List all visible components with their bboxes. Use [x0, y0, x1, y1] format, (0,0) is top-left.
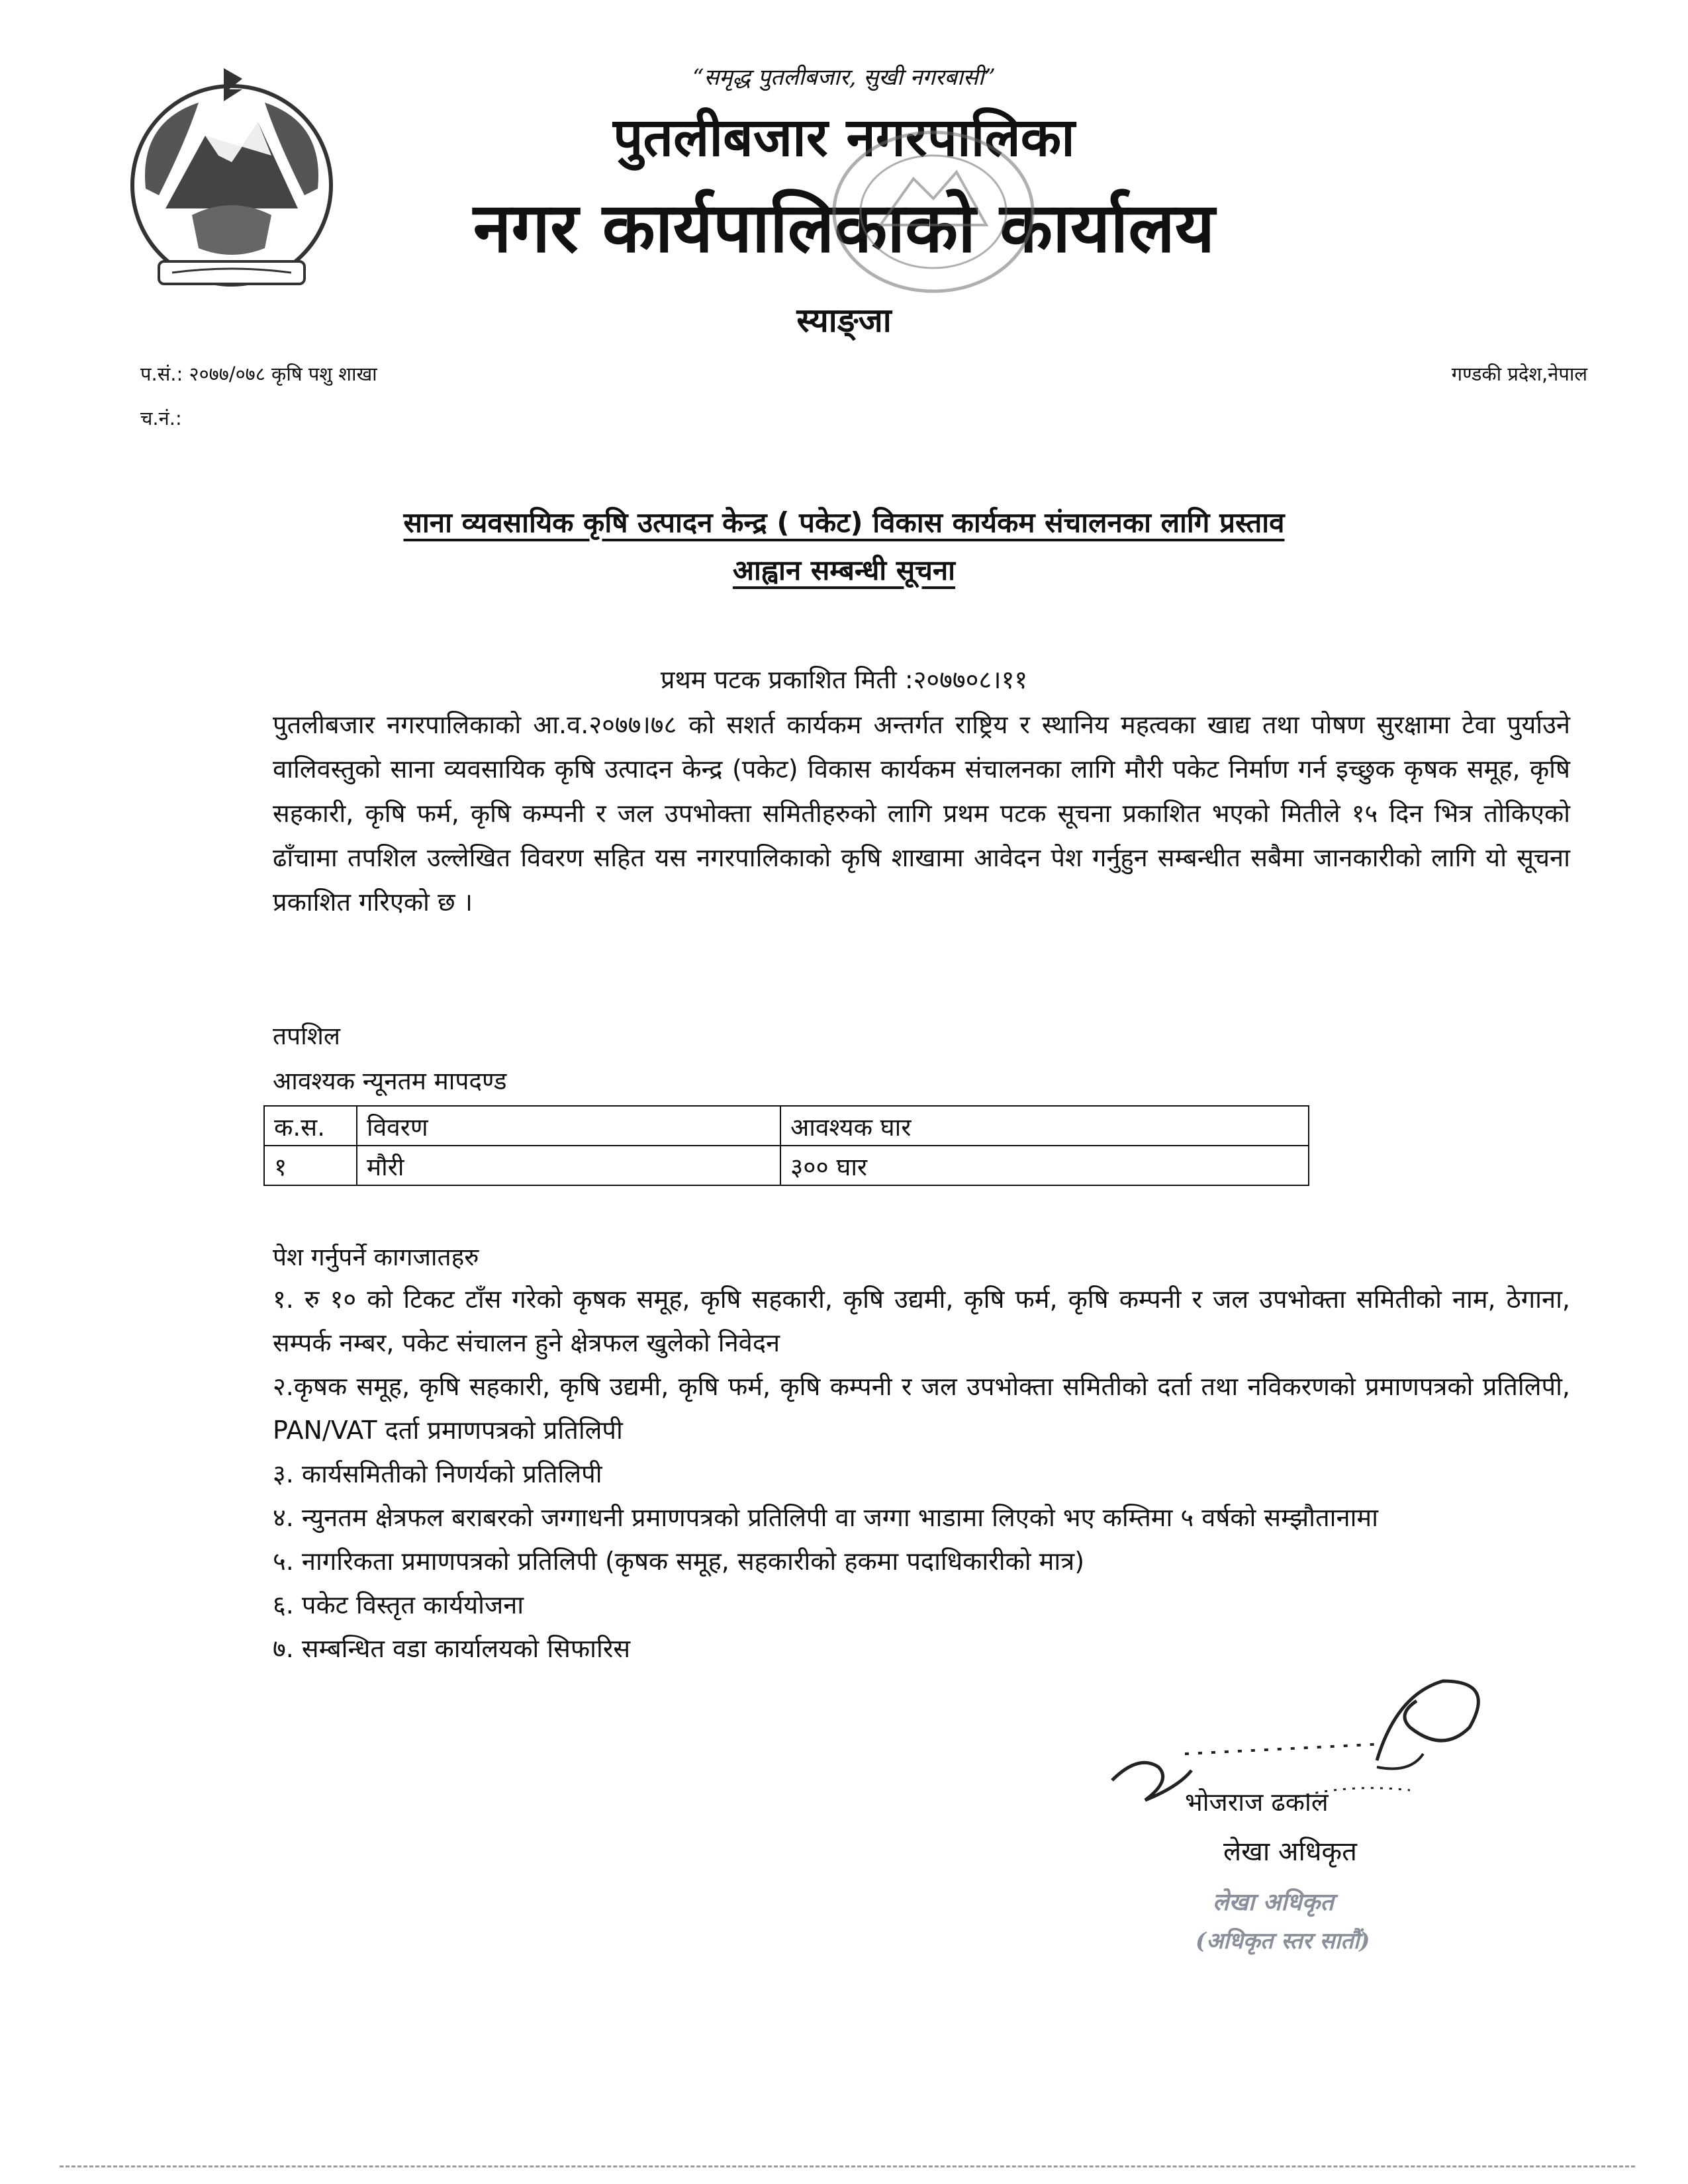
details-heading: तपशिल: [273, 1022, 340, 1050]
notice-body: पुतलीबजार नगरपालिकाको आ.व.२०७७।७८ को सशर्त कार्यकम अन्तर्गत राष्ट्रिय र स्थानिय महत्वका खाद्य तथा पोषण सुरक्षामा टेवा पुर्याउने वालिवस्तुको साना व्यवसायिक कृषि उत्पादन केन्द्र (पकेट) विकास कार्यकम संचालनका लागि मौरी पकेट निर्माण गर्न इच्छुक कृषक समूह, कृषि सहकारी, कृषि फर्म, कृषि कम्पनी र जल उपभोक्ता समितीहरुको लागि प्रथम पटक सूचना प्रकाशित भएको मितीले १५ दिन भित्र तोकिएको ढाँचामा तपशिल उल्लेखित विवरण सहित यस नगरपालिकाको कृषि शाखामा आवेदन पेश गर्नुहुन सम्बन्धीत सबैमा जानकारीको लागि यो सूचना प्रकाशित गरिएको छ ।: [273, 710, 1570, 917]
municipality-motto: “समृद्ध पुतलीबजार, सुखी नगरबासी”: [692, 64, 996, 91]
province-address: गण्डकी प्रदेश,नेपाल: [1451, 363, 1587, 385]
official-seal-line-2: (अधिकृत स्तर सातौं): [1196, 1928, 1370, 1954]
signatory-title: लेखा अधिकृत: [1223, 1837, 1357, 1867]
table-cell: मौरी: [357, 1146, 780, 1185]
scan-edge-divider: [60, 2165, 1635, 2167]
criteria-table: [263, 1105, 1309, 1186]
table-header-cell: विवरण: [357, 1106, 780, 1146]
criteria-title: आवश्यक न्यूनतम मापदण्ड: [273, 1067, 507, 1095]
office-stamp-icon: [808, 113, 1059, 324]
table-header-cell: आवश्यक घार: [780, 1106, 1309, 1146]
list-item: ७. सम्बन्धित वडा कार्यालयको सिफारिस: [273, 1634, 631, 1663]
district-name: स्याङ्जा: [796, 300, 892, 340]
table-header-row: [264, 1106, 1309, 1146]
subject-line-2: [0, 551, 1688, 588]
table-row: [264, 1146, 1309, 1185]
subject-line-2-text: आह्वान सम्बन्धी सूचना: [732, 554, 956, 586]
table-cell: ३०० घार: [780, 1146, 1309, 1185]
list-item: ५. नागरिकता प्रमाणपत्रको प्रतिलिपी (कृषक समूह, सहकारीको हकमा पदाधिकारीको मात्र): [273, 1547, 1085, 1576]
municipality-name: पुतलीबजार नगरपालिका: [613, 106, 1075, 168]
list-item: ६. पकेट विस्तृत कार्ययोजना: [273, 1590, 524, 1619]
dispatch-number: च.नं.:: [140, 407, 182, 430]
publication-date: प्रथम पटक प्रकाशित मिती :२०७७०८।११: [660, 665, 1028, 694]
list-item: १. रु १० को टिकट टाँस गरेको कृषक समूह, कृषि सहकारी, कृषि उद्यमी, कृषि फर्म, कृषि कम्पनी र जल उपभोक्ता समितीको नाम, ठेगाना, सम्पर्क नम्बर, पकेट संचालन हुने क्षेत्रफल खुलेको निवेदन: [273, 1285, 1570, 1357]
subject-line-1-text: साना व्यवसायिक कृषि उत्पादन केन्द्र ( पकेट) विकास कार्यकम संचालनका लागि प्रस्ताव: [403, 506, 1285, 539]
signatory-name: भोजराज ढकाल: [1185, 1788, 1329, 1817]
list-item: ४. न्युनतम क्षेत्रफल बराबरको जग्गाधनी प्रमाणपत्रको प्रतिलिपी वा जग्गा भाडामा लिएको भए कम्तिमा ५ वर्षको सम्झौतानामा: [273, 1503, 1378, 1532]
subject-line-1: [0, 503, 1688, 541]
list-item: ३. कार्यसमितीको निणर्यको प्रतिलिपी: [273, 1459, 602, 1488]
official-seal-line-1: लेखा अधिकृत: [1213, 1888, 1334, 1916]
documents-heading: पेश गर्नुपर्ने कागजातहरु: [273, 1243, 479, 1271]
reference-number: प.सं.: २०७७/०७८ कृषि पशु शाखा: [140, 363, 377, 385]
office-name: नगर कार्यपालिकाको कार्यालय: [473, 187, 1215, 268]
list-item: २.कृषक समूह, कृषि सहकारी, कृषि उद्यमी, कृषि फर्म, कृषि कम्पनी र जल उपभोक्ता समितीको दर्ता तथा नविकरणको प्रमाणपत्रको प्रतिलिपी, PAN/VAT दर्ता प्रमाणपत्रको प्रतिलिपी: [273, 1372, 1570, 1445]
table-header-cell: क.स.: [264, 1106, 357, 1146]
table-cell: १: [264, 1146, 357, 1185]
documents-list: [273, 1277, 1570, 1670]
